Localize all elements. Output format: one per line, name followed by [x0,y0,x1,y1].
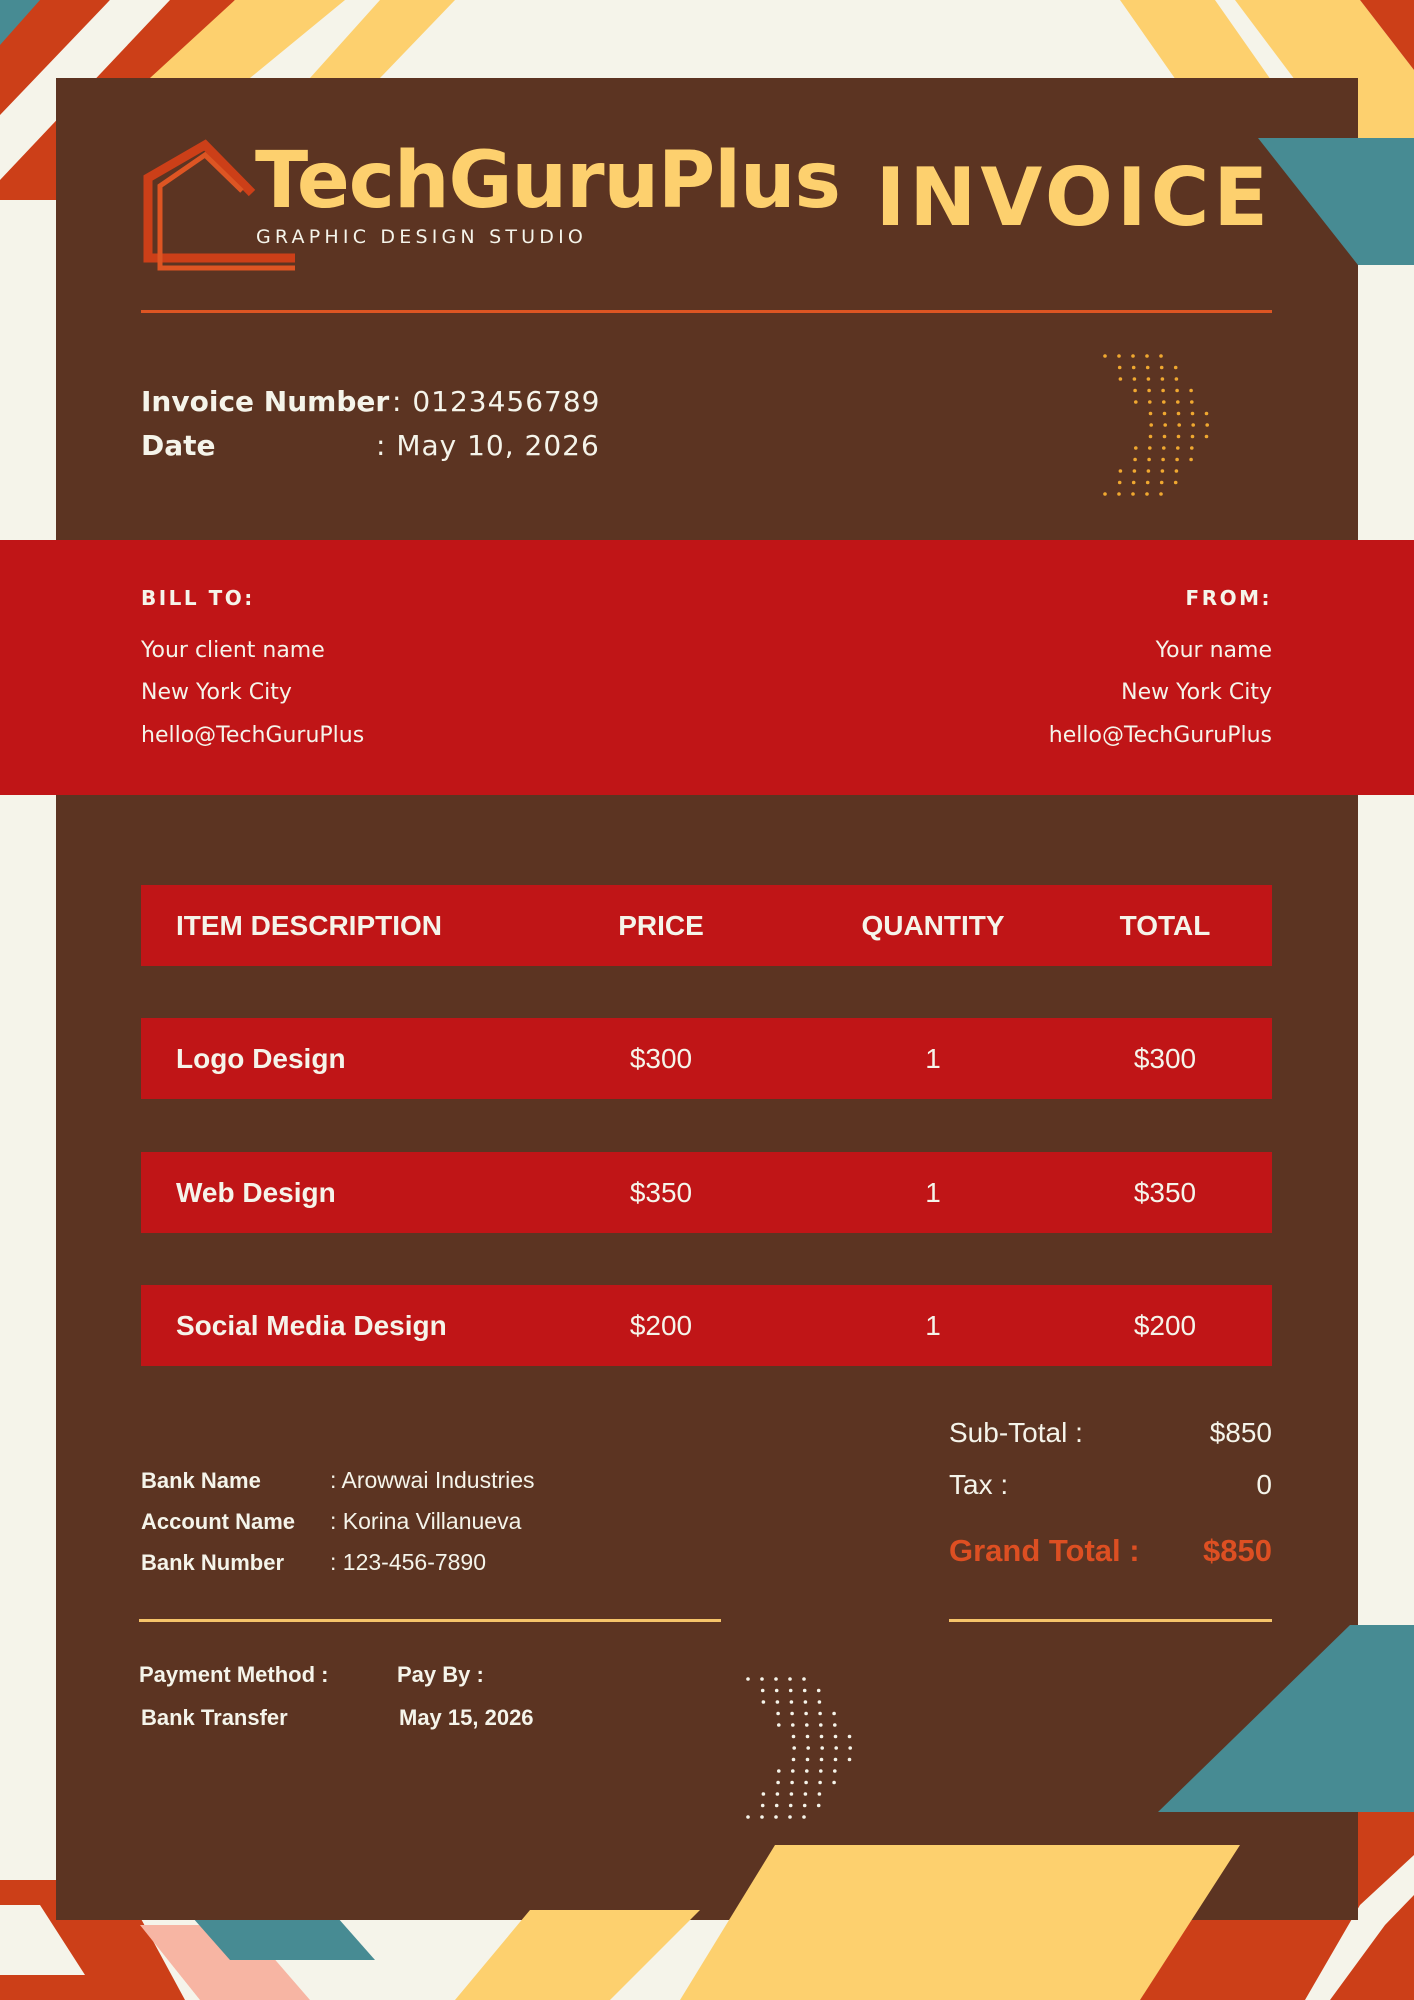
tax-value: 0 [1256,1469,1272,1500]
decor-dot [776,1700,780,1704]
decor-dot [1145,492,1149,496]
item-price: $300 [629,1043,693,1074]
decor-dot [746,1815,750,1819]
decor-dot [1177,423,1181,427]
decor-dot [1133,469,1137,473]
from-heading: FROM: [1185,586,1272,610]
decor-dot [1159,492,1163,496]
invoice-number-label: Invoice Number [141,385,390,418]
invoice-title: INVOICE [875,151,1272,244]
decor-dot [776,1781,780,1785]
decor-dot [818,1700,822,1704]
decor-dot [760,1815,764,1819]
decor-dot [1175,469,1179,473]
bank-name-value: : Arowwai Industries [330,1467,535,1493]
decor-dot [1162,400,1166,404]
decor-dot [1149,435,1153,439]
decor-dot [820,1735,824,1739]
decor-dot [1134,446,1138,450]
decor-dot [774,1815,778,1819]
decor-dot [817,1689,821,1693]
decor-dot [789,1689,793,1693]
decor-dot [834,1746,838,1750]
decor-dot [1191,435,1195,439]
decor-dot [790,1781,794,1785]
account-name-value: : Korina Villanueva [330,1508,522,1534]
decor-dot [1132,481,1136,485]
decor-dot [1190,446,1194,450]
decor-dot [1118,366,1122,370]
decor-dot [1148,400,1152,404]
bank-name-label: Bank Name [141,1468,261,1493]
decor-dot [788,1815,792,1819]
decor-dot [1161,469,1165,473]
decor-dot [1163,435,1167,439]
decor-dot [805,1723,809,1727]
decor-dot [1103,354,1107,358]
decor-dot [832,1781,836,1785]
header-description: ITEM DESCRIPTION [176,910,443,941]
decor-dot [1163,412,1167,416]
table-row [141,1018,1272,1099]
decor-dot [819,1723,823,1727]
decor-dot [802,1815,806,1819]
decor-dot [1145,354,1149,358]
decor-dot [848,1758,852,1762]
header-price: PRICE [618,910,704,941]
decor-dot [804,1781,808,1785]
bill-to-heading: BILL TO: [141,586,255,610]
decor-dot [804,1792,808,1796]
decor-dot [789,1804,793,1808]
from-city: New York City [1121,680,1272,705]
decor-dot [817,1804,821,1808]
decor-dot [792,1758,796,1762]
item-description: Logo Design [176,1043,346,1074]
decor-dot [848,1735,852,1739]
decor-dot [1191,412,1195,416]
decor-dot [848,1746,852,1750]
grand-total-value: $850 [1203,1533,1272,1568]
decor-dot [832,1712,836,1716]
decor-dot [775,1689,779,1693]
decor-dot [790,1712,794,1716]
decor-dot [1190,400,1194,404]
decor-dot [1159,354,1163,358]
item-quantity: 1 [925,1177,941,1208]
dot-chevron-top [1103,354,1209,496]
decor-dot [1176,400,1180,404]
decor-dot [1147,389,1151,393]
subtotal-value: $850 [1209,1417,1272,1448]
decor-dot [791,1769,795,1773]
decor-dot [1174,481,1178,485]
decor-dot [1175,389,1179,393]
decor-dot [761,1689,765,1693]
decor-dot [790,1792,794,1796]
decor-dot [1117,492,1121,496]
decor-dot [1189,389,1193,393]
account-name-label: Account Name [141,1509,296,1534]
table-header-row [141,885,1272,966]
decor-dot [1149,412,1153,416]
decor-dot [1163,423,1167,427]
item-total: $200 [1133,1310,1197,1341]
decor-dot [820,1758,824,1762]
pay-by-value: May 15, 2026 [399,1705,534,1730]
decor-dot [834,1735,838,1739]
decor-dot [1119,469,1123,473]
invoice-number-value: : 0123456789 [392,385,601,418]
totals-divider [949,1619,1272,1622]
decor-dot [1191,423,1195,427]
bank-number-label: Bank Number [141,1550,285,1575]
item-total: $300 [1133,1043,1197,1074]
decor-dot [1161,377,1165,381]
decor-dot [1189,458,1193,462]
decor-dot [833,1723,837,1727]
decor-dot [834,1758,838,1762]
decor-dot [774,1677,778,1681]
date-value: : May 10, 2026 [376,429,600,462]
decor-dot [1176,446,1180,450]
decor-dot [790,1700,794,1704]
from-email: hello@TechGuruPlus [1048,723,1272,748]
item-description: Social Media Design [176,1310,447,1341]
decor-dot [762,1792,766,1796]
decor-dot [802,1677,806,1681]
decor-dot [806,1746,810,1750]
bank-number-value: : 123-456-7890 [330,1549,487,1575]
decor-dot [775,1804,779,1808]
decor-dot [804,1700,808,1704]
decor-dot [804,1712,808,1716]
decor-dot [777,1723,781,1727]
decor-dot [818,1792,822,1796]
decor-dot [1146,366,1150,370]
decor-dot [806,1735,810,1739]
item-total: $350 [1133,1177,1197,1208]
bill-to-name: Your client name [141,638,325,663]
decor-dot [1118,481,1122,485]
decor-dot [1131,492,1135,496]
tax-label: Tax : [949,1469,1009,1500]
decor-dot [792,1735,796,1739]
decor-dot [819,1769,823,1773]
decor-dot [746,1677,750,1681]
decor-dot [1134,400,1138,404]
payment-method-label: Payment Method : [139,1662,329,1687]
decor-dot [805,1769,809,1773]
decor-dot [1175,377,1179,381]
header-divider [141,310,1272,313]
table-row [141,1152,1272,1233]
decor-dot [820,1746,824,1750]
grand-total-label: Grand Total : [949,1533,1140,1568]
decor-dot [1177,412,1181,416]
date-label: Date [141,429,216,462]
billing-band [0,540,1414,795]
decor-dot [1147,377,1151,381]
payment-method-value: Bank Transfer [141,1705,288,1730]
decor-dot [1161,458,1165,462]
decor-dot [1162,446,1166,450]
decor-dot [1103,492,1107,496]
decor-dot [1161,389,1165,393]
decor-dot [1133,377,1137,381]
decor-dot [833,1769,837,1773]
header-total: TOTAL [1119,910,1211,941]
item-price: $350 [629,1177,693,1208]
decor-dot [1205,412,1209,416]
bill-to-city: New York City [141,680,292,705]
decor-dot [803,1689,807,1693]
decor-dot [762,1700,766,1704]
item-quantity: 1 [925,1043,941,1074]
decor-dot [1132,366,1136,370]
decor-dot [818,1781,822,1785]
decor-dot [776,1712,780,1716]
decor-dot [776,1792,780,1796]
decor-dot [1160,366,1164,370]
item-quantity: 1 [925,1310,941,1341]
decor-dot [1177,435,1181,439]
bank-divider [139,1619,721,1622]
decor-dot [1175,458,1179,462]
decor-dot [761,1804,765,1808]
item-description: Web Design [176,1177,336,1208]
dot-chevron-bottom [746,1677,852,1819]
decor-dot [1160,481,1164,485]
brand-name: TechGuruPlus [255,136,840,226]
decor-dot [1149,423,1153,427]
header-quantity: QUANTITY [861,910,1005,941]
subtotal-label: Sub-Total : [949,1417,1083,1448]
decor-dot [803,1804,807,1808]
decor-dot [1205,435,1209,439]
decor-dot [1131,354,1135,358]
decor-dot [806,1758,810,1762]
decor-dot [1119,377,1123,381]
item-price: $200 [629,1310,693,1341]
decor-dot [760,1677,764,1681]
brand-tagline: GRAPHIC DESIGN STUDIO [256,226,588,248]
pay-by-label: Pay By : [397,1662,484,1687]
decor-dot [1133,389,1137,393]
decor-dot [1133,458,1137,462]
from-name: Your name [1155,638,1272,663]
decor-dot [1205,423,1209,427]
decor-dot [1147,469,1151,473]
table-row [141,1285,1272,1366]
decor-dot [791,1723,795,1727]
decor-dot [1117,354,1121,358]
decor-dot [777,1769,781,1773]
decor-dot [1148,446,1152,450]
decor-dot [1174,366,1178,370]
decor-dot [792,1746,796,1750]
bill-to-email: hello@TechGuruPlus [141,723,365,748]
decor-dot [818,1712,822,1716]
decor-dot [1147,458,1151,462]
decor-dot [788,1677,792,1681]
decor-dot [1146,481,1150,485]
